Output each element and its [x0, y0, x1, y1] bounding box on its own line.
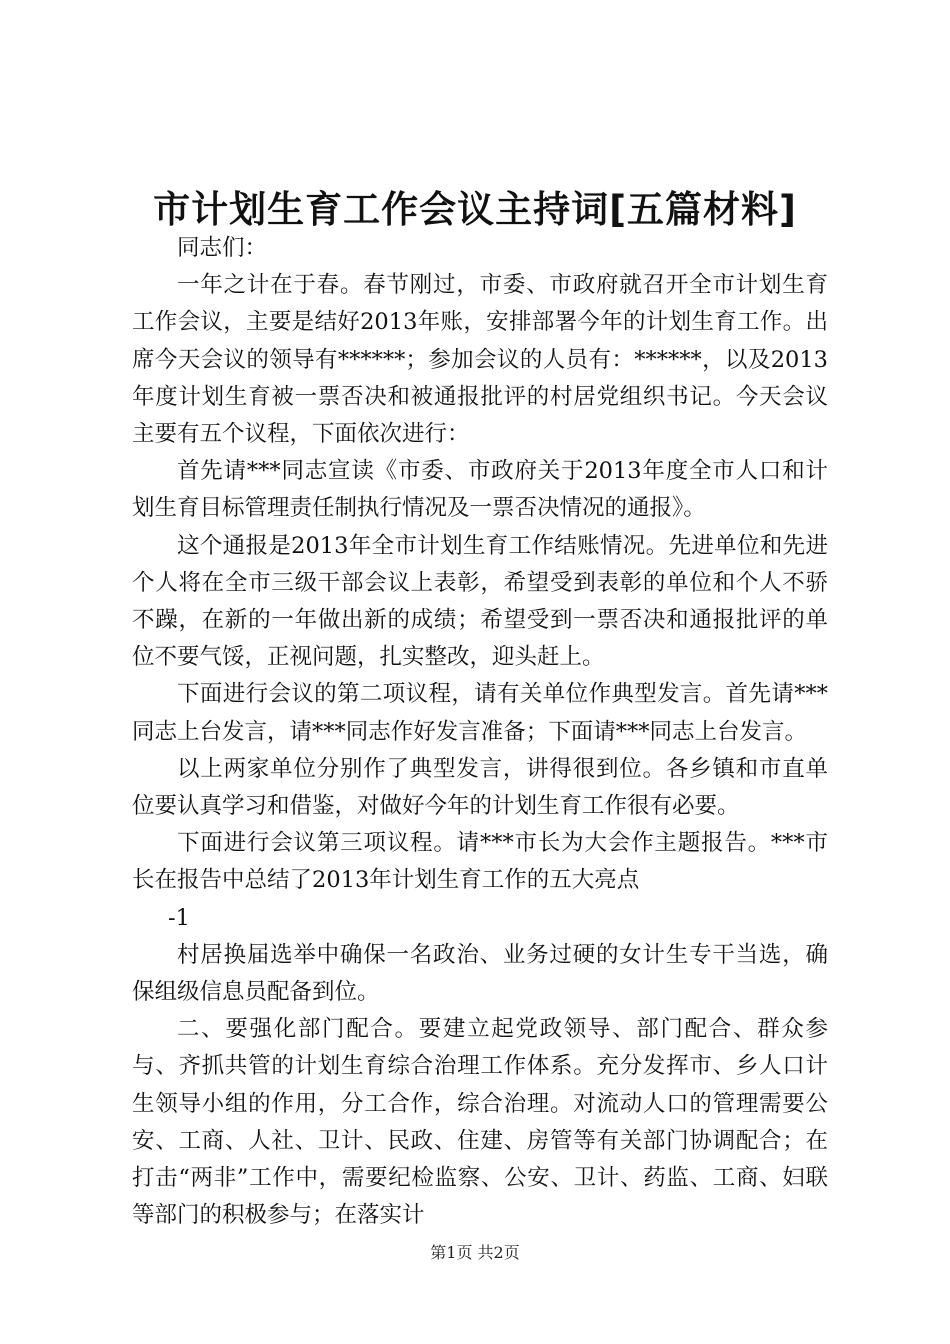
page-footer: 第1页 共2页	[430, 1243, 520, 1262]
paragraph: 下面进行会议第三项议程。请***市长为大会作主题报告。***市长在报告中总结了2013年计划生育工作的五大亮点	[132, 830, 828, 894]
page-marker: -1	[168, 904, 190, 931]
salutation: 同志们：	[177, 235, 268, 261]
paragraph: 一年之计在于春。春节刚过，市委、市政府就召开全市计划生育工作会议，主要是结好2013年账，安排部署今年的计划生育工作。出席今天会议的领导有******；参加会议的人员有：******，以及2013年度计划生育被一票否决和被通报批评的村居党组织书记。今天会议主要有五个议程，下面依次进行：	[132, 272, 828, 448]
paragraph: 村居换届选举中确保一名政治、业务过硬的女计生专干当选，确保组级信息员配备到位。	[132, 941, 828, 1006]
paragraph: 下面进行会议的第二项议程，请有关单位作典型发言。首先请***同志上台发言，请***同志作好发言准备；下面请***同志上台发言。	[132, 681, 828, 745]
paragraph: 首先请***同志宣读《市委、市政府关于2013年度全市人口和计划生育目标管理责任制执行情况及一票否决情况的通报》。	[132, 458, 828, 522]
paragraph: 二、要强化部门配合。要建立起党政领导、部门配合、群众参与、齐抓共管的计划生育综合治理工作体系。充分发挥市、乡人口计生领导小组的作用，分工合作，综合治理。对流动人口的管理需要公安、工商、人社、卫计、民政、住建、房管等有关部门协调配合；在打击“两非”工作中，需要纪检监察、公安、卫计、药监、工商、妇联等部门的积极参与；在落实计	[132, 1016, 828, 1229]
document-title: 市计划生育工作会议主持词[五篇材料]	[153, 188, 797, 231]
paragraph: 以上两家单位分别作了典型发言，讲得很到位。各乡镇和市直单位要认真学习和借鉴，对做好今年的计划生育工作很有必要。	[132, 755, 828, 820]
document-body	[132, 230, 828, 1234]
paragraph: 这个通报是2013年全市计划生育工作结账情况。先进单位和先进个人将在全市三级干部会议上表彰，希望受到表彰的单位和个人不骄不躁，在新的一年做出新的成绩；希望受到一票否决和通报批评的单位不要气馁，正视问题，扎实整改，迎头赶上。	[132, 532, 828, 671]
